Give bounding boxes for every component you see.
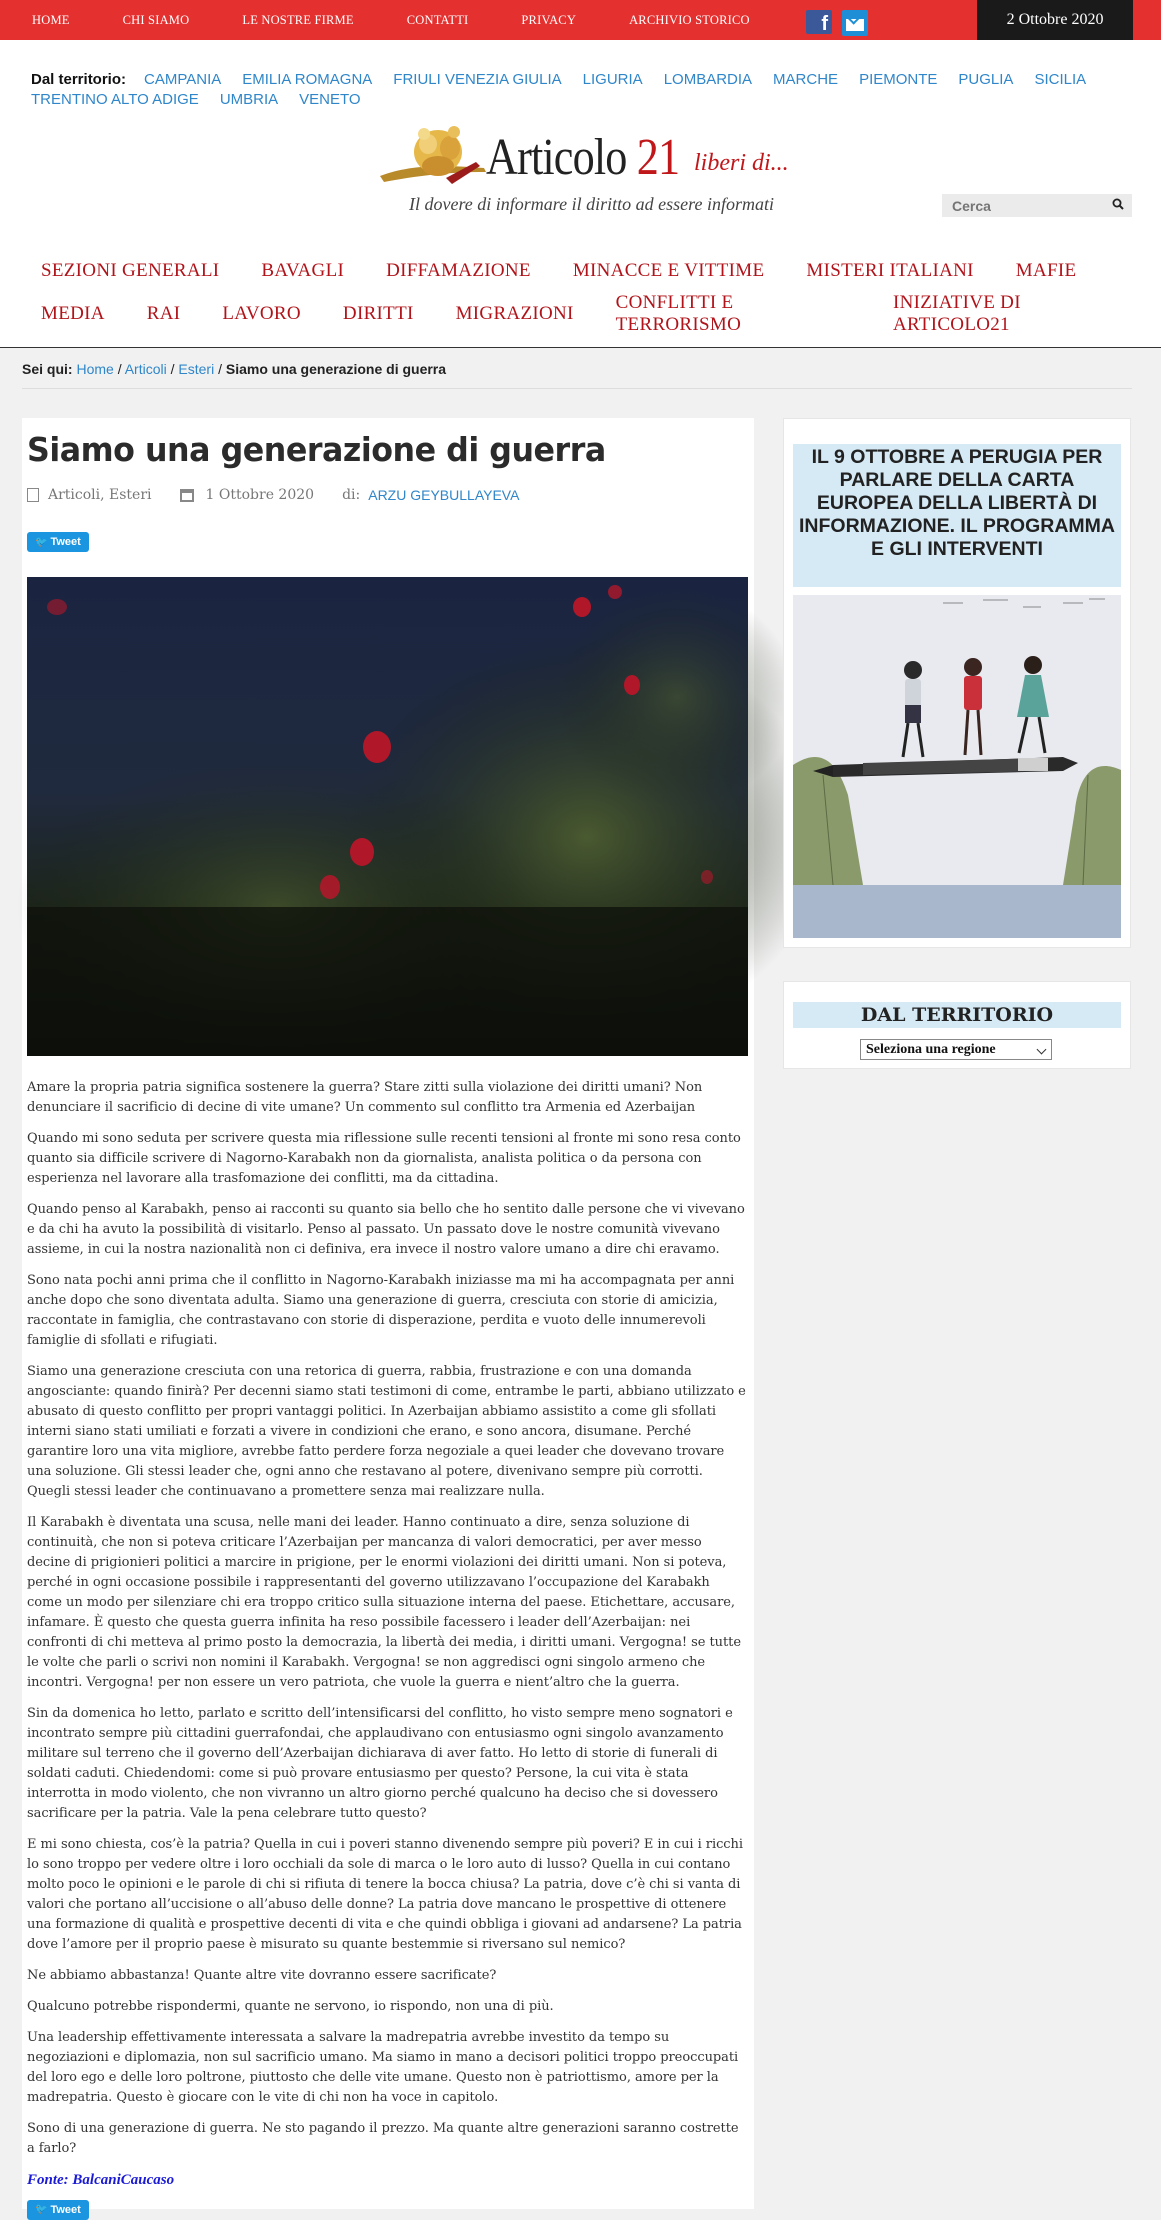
region-select-value: Seleziona una regione [866,1042,996,1057]
article-date: 1 Ottobre 2020 [205,487,315,503]
region-link[interactable]: CAMPANIA [144,71,222,88]
article-meta [27,487,749,503]
logo-tagline: Il dovere di informare il diritto ad essere informati [409,194,774,214]
top-nav-archivio[interactable]: ARCHIVIO STORICO [629,12,750,27]
article-paragraph: Quando penso al Karabakh, penso ai racconti su quanto sia bello che ho sentito dalle persone che vi vivevano e da chi ha avuto la possibilità di visitarlo. Penso al passato. Un passato dove le nostre comunità vivevano assieme, in cui la nostra nazionalità non ci definiva, era invece il nostro valore umano a dire chi eravamo. [27,1202,745,1257]
main-nav-item[interactable]: MISTERI ITALIANI [806,259,974,281]
article-paragraph: Una leadership effettivamente interessata a salvare la madrepatria avrebbe investito da tempo su negoziazioni e diplomazia, non sul sacrificio umano. Ma siamo in mano a decisori politici troppo preoccupati del loro ego e delle loro poltrone, piuttosto che delle vite umane. Questo non è patriottismo, amore per la madrepatria. Questo è giocare con le vite di chi non ha voce in capitolo. [27,2030,739,2105]
article-paragraph: Il Karabakh è diventata una scusa, nelle mani dei leader. Hanno continuato a dire, senza soluzione di continuità, che non si poteva criticare l’Azerbaijan per mancanza di valori democratici, per aver messo decine di prigionieri politici a marcire in prigione, per le enormi violazioni dei diritti umani. Non si poteva, perché in ogni occasione possibile i rappresentanti del governo utilizzavano l’occupazione del Karabakh come un modo per silenziare chi era troppo critico sulla situazione interna del paese. Etichettare, accusare, infamare. È questo che questa guerra infinita ha reso possibile facessero i leader dell’Azerbaijan: nei confronti di chi metteva al primo posto la democrazia, la libertà dei media, i diritti umani. Vergogna! se tutte le volte che parli o scrivi non nomini il Karabakh. Vergogna! se non aggredisci ogni singolo armeno che incontri. Vergogna! per non essere un vero patriota, che vuole la guerra e nient’altro che la guerra. [27,1515,741,1690]
main-nav-item[interactable]: MEDIA [41,302,105,324]
region-link[interactable]: UMBRIA [219,91,279,108]
chevron-down-icon [1037,1045,1047,1055]
main-nav-item[interactable]: DIFFAMAZIONE [386,259,531,281]
main-nav-row [20,292,1150,335]
main-nav-item[interactable]: INIZIATIVE DI ARTICOLO21 [892,291,1021,335]
region-link[interactable]: PUGLIA [958,71,1014,88]
site-header [0,40,1161,348]
main-nav-item[interactable]: MAFIE [1015,259,1077,281]
twitter-bird-icon: 🐦 [35,2204,48,2215]
article-image [27,577,748,1056]
region-link[interactable]: MARCHE [773,71,839,88]
breadcrumb: Sei qui: Home / Articoli / Esteri / Siamo una generazione di guerra [22,361,447,377]
article-paragraph: Quando mi sono seduta per scrivere questa mia riflessione sulle recenti tensioni al fronte mi sono resa conto quanto sia difficile scrivere di Nagorno-Karabakh non da giornalista, analista politica o da persona con esperienza nel lavorare alla trasfomazione dei conflitti, ma da cittadina. [27,1131,741,1186]
tweet-label: Tweet [50,536,81,548]
top-bar [0,0,1161,40]
main-nav-item[interactable]: MINACCE E VITTIME [572,259,765,281]
sidebar-territory-widget [783,981,1131,1069]
article-paragraph: Sin da domenica ho letto, parlato e scritto dell’intensificarsi del conflitto, ho visto sempre meno sognatori e incontrato sempre più cittadini guerrafondai, che applaudivano con entusiasmo ogni singolo avanzamento militare sul terreno che il governo dell’Azerbaijan dichiarava di aver fatto. Ho letto di storie di funerali di soldati caduti. Chiedendomi: come si può provare entusiasmo per questo? Persone, la cui vita è stata interrotta in modo violento, che non vivranno un altro giorno perché qualcuno ha deciso che si dovessero sacrificare per la patria. Vale la pena celebrare tutto questo? [27,1706,733,1821]
breadcrumb-link[interactable]: Esteri [178,361,215,377]
article-paragraph: Sono di una generazione di guerra. Ne sto pagando il prezzo. Ma quante altre generazioni saranno costrette a farlo? [27,2121,739,2156]
main-nav-item[interactable]: MIGRAZIONI [455,302,574,324]
breadcrumb-link[interactable]: Home [76,361,114,377]
calendar-icon [180,489,194,502]
facebook-icon[interactable]: f [806,10,832,34]
breadcrumb-current: Siamo una generazione di guerra [225,361,447,377]
breadcrumb-link[interactable]: Articoli [124,361,167,377]
article-title: Siamo una generazione di guerra [27,430,606,469]
top-nav-home[interactable]: HOME [32,12,70,27]
site-logo[interactable] [376,118,796,228]
tweet-label: Tweet [50,2204,81,2216]
region-select[interactable] [860,1039,1052,1060]
top-nav [32,0,803,40]
main-nav-item[interactable]: LAVORO [222,302,301,324]
main-nav-item[interactable]: RAI [146,302,181,324]
twitter-bird-icon: 🐦 [35,536,48,548]
main-nav-row [20,249,1150,292]
region-link[interactable]: LOMBARDIA [663,71,753,88]
top-nav-firme[interactable]: LE NOSTRE FIRME [242,12,354,27]
territory-widget-title: DAL TERRITORIO [793,1002,1121,1028]
logo-suffix: liberi di... [694,150,789,176]
main-nav-item[interactable]: DIRITTI [342,302,414,324]
article-paragraph: Qualcuno potrebbe rispondermi, quante ne servono, io rispondo, non una di più. [27,1999,554,2014]
tweet-button[interactable] [27,532,89,552]
article [22,418,754,2216]
region-link[interactable]: SICILIA [1034,71,1087,88]
social-links [806,10,868,36]
region-link[interactable]: EMILIA ROMAGNA [242,71,373,88]
territory-label: Dal territorio: [31,71,127,88]
region-link[interactable]: FRIULI VENEZIA GIULIA [393,71,562,88]
article-paragraph: Siamo una generazione cresciuta con una retorica di guerra, rabbia, frustrazione e con una domanda angosciante: quando finirà? Per decenni siamo stati testimoni di come, entrambe le parti, abbiano utilizzato e abusato di questo conflitto per propri vantaggi politici. In Azerbaijan abbiamo assistito a come gli sfollati interni siano stati umiliati e forzati a vivere in condizioni che erano, e sono ancora, disumane. Perché garantire loro una vita migliore, avrebbe fatto perdere forza negoziale a quei leader che dovevano trovare una soluzione. Gli stessi leader che, ogni anno che restavano al potere, divenivano sempre più corrotti. Quegli stessi leader che continuavano a promettere senza mai realizzare nulla. [27,1364,746,1499]
main-nav-item[interactable]: SEZIONI GENERALI [41,259,220,281]
article-paragraph: Ne abbiamo abbastanza! Quante altre vite dovranno essere sacrificate? [27,1968,497,1983]
territory-links [31,70,1121,110]
tweet-button[interactable] [27,2200,89,2220]
article-paragraph: Amare la propria patria significa sostenere la guerra? Stare zitti sulla violazione dei diritti umani? Non denunciare il sacrificio di decine di vite umane? Un commento sul conflitto tra Armenia ed Azerbaijan [27,1080,703,1115]
newsletter-mail-icon[interactable] [842,10,868,36]
search-box [942,194,1132,217]
top-nav-chi-siamo[interactable]: CHI SIAMO [122,12,190,27]
sidebar-promo-widget [783,418,1131,948]
author-label: di: [342,487,361,503]
author-link[interactable]: ARZU GEYBULLAYEVA [368,487,520,503]
breadcrumb-prefix: Sei qui: [22,361,73,377]
logo-wordmark [486,128,679,187]
main-nav [20,249,1150,335]
search-input[interactable] [942,194,1102,217]
region-link[interactable]: LIGURIA [582,71,643,88]
region-link[interactable]: PIEMONTE [859,71,938,88]
region-link[interactable]: TRENTINO ALTO ADIGE [31,91,199,108]
divider [22,388,1132,389]
article-paragraph: Sono nata pochi anni prima che il conflitto in Nagorno-Karabakh iniziasse ma mi ha accompagnata per anni anche dopo che sono diventata adulta. Siamo una generazione di guerra, cresciuta con storie di amicizia, raccontate in famiglia, che contrastavano con storie di disperazione, perdita e vuoto delle innumerevoli famiglie di sfollati e rifugiati. [27,1273,735,1348]
main-nav-item[interactable]: BAVAGLI [261,259,345,281]
logo-name: Articolo [486,129,627,186]
article-source-link[interactable]: Fonte: BalcaniCaucaso [27,2172,175,2188]
promo-title[interactable]: IL 9 OTTOBRE A PERUGIA PER PARLARE DELLA CARTA EUROPEA DELLA LIBERTÀ DI INFORMAZIONE. IL PROGRAMMA E GLI INTERVENTI [793,444,1121,587]
current-date: 2 Ottobre 2020 [977,0,1133,40]
top-nav-contatti[interactable]: CONTATTI [406,12,469,27]
article-body [27,1078,748,2220]
article-categories: Articoli, Esteri [48,487,152,503]
logo-number: 21 [636,129,680,186]
region-link[interactable]: VENETO [299,91,361,108]
article-paragraph: E mi sono chiesta, cos’è la patria? Quella in cui i poveri stanno divenendo sempre più poveri? E in cui i ricchi lo sono troppo per vedere oltre i loro occhiali da sole di marca o le loro auto di lusso? Quella in cui contano molto poco le opinioni e le parole di chi si rifiuta di tenere la bocca chiusa? La patria, dove c’è chi si vanta di valori che portano all’uccisione o all’abuso delle donne? La patria dove mancano le prospettive di ottenere una formazione di qualità e prospettive decenti di vita e che quindi obbliga i giovani ad andarsene? La patria dove l’amore per il proprio paese è misurato su quante bestemmie si riversano sul nemico? [27,1837,743,1952]
main-nav-item[interactable]: CONFLITTI E TERRORISMO [615,291,742,335]
folder-icon [27,488,39,502]
search-icon[interactable] [1112,198,1124,210]
top-nav-privacy[interactable]: PRIVACY [521,12,577,27]
promo-illustration[interactable] [793,595,1121,938]
